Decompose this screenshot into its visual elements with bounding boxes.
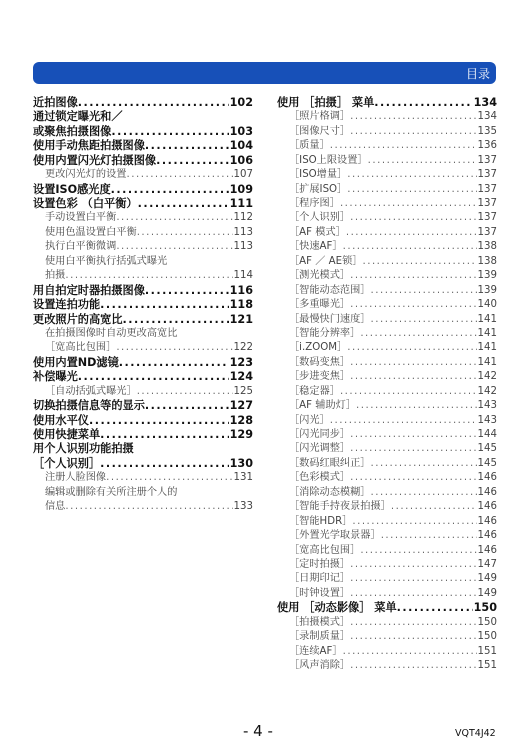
toc-entry[interactable]	[277, 630, 497, 644]
toc-page-number: 116	[229, 283, 253, 297]
toc-entry-label: 使用 ［拍摄］ 菜单	[277, 95, 375, 109]
toc-entry-label: 近拍图像	[33, 95, 78, 109]
toc-leader-dots	[350, 471, 476, 485]
toc-leader-dots	[65, 500, 232, 514]
toc-page-number: 118	[229, 298, 253, 312]
toc-entry-label: 使用手动焦距拍摄图像	[33, 139, 145, 153]
toc-entry-label: 用个人识别功能拍摄	[33, 442, 134, 456]
toc-page-number: 112	[233, 212, 253, 224]
toc-entry-label: 使用内置ND滤镜	[33, 355, 119, 369]
toc-page-number: 138	[477, 255, 497, 267]
toc-entry[interactable]	[33, 154, 253, 168]
toc-entry[interactable]	[277, 341, 497, 355]
toc-page-number: 131	[233, 472, 253, 484]
toc-entry-label: 使用快捷菜单	[33, 428, 101, 442]
toc-entry[interactable]	[277, 500, 497, 514]
toc-page-number: 130	[229, 456, 253, 470]
toc-entry[interactable]	[277, 183, 497, 197]
toc-entry-label: 注册人脸图像	[45, 472, 107, 484]
toc-leader-dots	[350, 211, 476, 225]
toc-page-number: 149	[477, 587, 497, 599]
toc-entry[interactable]	[33, 226, 253, 240]
toc-page-number: 137	[477, 226, 497, 238]
toc-entry-label: 更改照片的高宽比	[33, 312, 123, 326]
toc-entry-label: ［最慢快门速度］	[289, 313, 371, 325]
toc-entry-label: ［快速AF］	[289, 241, 343, 253]
toc-page-number: 139	[477, 270, 497, 282]
toc-leader-dots	[371, 486, 477, 500]
toc-leader-dots	[360, 327, 476, 341]
toc-entry[interactable]	[277, 255, 497, 269]
toc-entry-label: 执行白平衡微调	[45, 241, 117, 253]
toc-entry-label: ［个人识别］	[33, 456, 101, 470]
toc-leader-dots	[350, 630, 476, 644]
toc-leader-dots	[350, 659, 476, 673]
toc-page-number: 137	[477, 169, 497, 181]
toc-entry[interactable]	[33, 313, 253, 327]
toc-leader-dots	[78, 370, 229, 384]
toc-entry-label: 编辑或删除有关所注册个人的	[45, 486, 178, 498]
toc-leader-dots	[350, 572, 476, 586]
toc-page-number: 150	[473, 601, 497, 615]
toc-entry-label: ［ISO上限设置］	[289, 154, 368, 166]
toc-entry-label: ［日期印记］	[289, 573, 351, 585]
toc-entry-label: ［色彩模式］	[289, 472, 351, 484]
toc-leader-dots	[116, 240, 232, 254]
toc-entry[interactable]	[277, 443, 497, 457]
toc-leader-dots	[347, 183, 476, 197]
toc-entry-label: 信息	[45, 501, 66, 513]
toc-leader-dots	[350, 370, 476, 384]
toc-leader-dots	[156, 154, 229, 168]
toc-page-number: 103	[229, 124, 253, 138]
toc-page-number: 146	[477, 472, 497, 484]
toc-entry[interactable]	[277, 544, 497, 558]
toc-entry[interactable]	[277, 529, 497, 543]
toc-entry-label: ［闪光］	[289, 414, 330, 426]
toc-entry[interactable]	[277, 399, 497, 413]
toc-leader-dots	[145, 139, 229, 153]
toc-entry[interactable]	[33, 356, 253, 370]
toc-page-number: 143	[477, 400, 497, 412]
toc-entry[interactable]	[277, 486, 497, 500]
toc-page-number: 113	[233, 241, 253, 253]
toc-leader-dots	[100, 457, 229, 471]
toc-entry-label: ［i.ZOOM］	[289, 342, 348, 354]
toc-leader-dots	[350, 442, 476, 456]
toc-entry[interactable]	[277, 154, 497, 168]
toc-entry[interactable]	[277, 515, 497, 529]
toc-leader-dots	[116, 341, 232, 355]
toc-entry[interactable]	[33, 414, 253, 428]
toc-page-number: 141	[477, 327, 497, 339]
toc-entry[interactable]	[277, 356, 497, 370]
toc-entry-label: 通过锁定曝光和／	[33, 110, 123, 124]
toc-entry-label: 用自拍定时器拍摄图像	[33, 283, 145, 297]
toc-leader-dots	[397, 601, 473, 615]
toc-entry-label: ［拍摄模式］	[289, 616, 351, 628]
toc-page-number: 123	[229, 355, 253, 369]
toc-leader-dots	[123, 313, 229, 327]
toc-page-number: 142	[477, 385, 497, 397]
toc-page-number: 139	[477, 284, 497, 296]
toc-leader-dots	[350, 125, 476, 139]
toc-entry[interactable]	[277, 645, 497, 659]
toc-page-number: 145	[477, 457, 497, 469]
toc-page-number: 146	[477, 544, 497, 556]
toc-entry[interactable]	[277, 587, 497, 601]
toc-entry[interactable]	[277, 572, 497, 586]
toc-entry[interactable]	[277, 139, 497, 153]
toc-page-number: 137	[477, 212, 497, 224]
toc-entry[interactable]	[33, 341, 253, 355]
toc-entry-label: ［数码红眼纠正］	[289, 457, 371, 469]
toc-entry	[33, 110, 253, 124]
toc-entry-label: ［闪光调整］	[289, 443, 351, 455]
toc-page-number: 133	[233, 501, 253, 513]
toc-left-column	[33, 96, 253, 515]
toc-leader-dots	[145, 284, 229, 298]
toc-page-number: 111	[229, 197, 253, 211]
toc-entry[interactable]	[33, 399, 253, 413]
toc-leader-dots	[350, 269, 476, 283]
toc-leader-dots	[350, 558, 476, 572]
toc-page-number: 129	[229, 428, 253, 442]
toc-leader-dots	[137, 385, 233, 399]
toc-entry[interactable]	[277, 168, 497, 182]
toc-page-number: 147	[477, 558, 497, 570]
toc-right-column	[277, 96, 497, 674]
toc-entry[interactable]	[33, 471, 253, 485]
toc-leader-dots	[330, 414, 477, 428]
toc-entry-label: ［宽高比包围］	[45, 342, 117, 354]
toc-leader-dots	[368, 154, 477, 168]
toc-entry[interactable]	[277, 385, 497, 399]
toc-entry[interactable]	[33, 96, 253, 110]
toc-page-number: 151	[477, 660, 497, 672]
toc-entry[interactable]	[277, 370, 497, 384]
toc-entry-label: ［AF ／ AE锁］	[289, 255, 363, 267]
toc-page-number: 134	[473, 95, 497, 109]
toc-entry	[33, 486, 253, 500]
toc-entry	[33, 327, 253, 341]
toc-page-number: 150	[477, 616, 497, 628]
toc-header-bar	[33, 62, 496, 84]
toc-page-number: 145	[477, 443, 497, 455]
toc-leader-dots	[371, 313, 477, 327]
toc-leader-dots	[347, 341, 476, 355]
toc-entry-label: 设置ISO感光度	[33, 182, 111, 196]
toc-entry[interactable]	[277, 240, 497, 254]
toc-entry-label: 拍摄	[45, 270, 66, 282]
toc-leader-dots	[371, 284, 477, 298]
toc-entry-label: ［智能HDR］	[289, 515, 353, 527]
toc-entry-label: ［测光模式］	[289, 270, 351, 282]
toc-entry-label: 使用内置闪光灯拍摄图像	[33, 153, 157, 167]
toc-entry[interactable]	[277, 457, 497, 471]
toc-entry-label: 设置色彩 （白平衡）	[33, 197, 138, 211]
toc-entry[interactable]	[277, 110, 497, 124]
toc-entry[interactable]	[277, 616, 497, 630]
toc-leader-dots	[138, 197, 229, 211]
toc-leader-dots	[116, 211, 232, 225]
toc-entry-label: 使用水平仪	[33, 413, 89, 427]
toc-page-number: 138	[477, 241, 497, 253]
toc-leader-dots	[65, 269, 232, 283]
toc-entry-label: ［录制质量］	[289, 631, 351, 643]
toc-entry-label: 手动设置白平衡	[45, 212, 117, 224]
toc-leader-dots	[100, 428, 229, 442]
toc-page-number: 149	[477, 573, 497, 585]
toc-page-number: 150	[477, 631, 497, 643]
toc-leader-dots	[350, 428, 476, 442]
toc-entry[interactable]	[277, 471, 497, 485]
toc-entry[interactable]	[33, 500, 253, 514]
toc-leader-dots	[145, 399, 229, 413]
toc-entry-label: 使用 ［动态影像］ 菜单	[277, 601, 397, 615]
toc-entry-label: 使用白平衡执行括弧式曝光	[45, 255, 168, 267]
toc-page-number: 109	[229, 182, 253, 196]
toc-entry-label: ［智能分辨率］	[289, 327, 361, 339]
toc-entry-label: ［AF 辅助灯］	[289, 400, 357, 412]
toc-entry[interactable]	[277, 414, 497, 428]
toc-entry-label: 在拍摄图像时自动更改高宽比	[45, 327, 178, 339]
toc-page-number: 113	[233, 226, 253, 238]
toc-page-number: 151	[477, 645, 497, 657]
toc-entry[interactable]	[33, 370, 253, 384]
toc-entry	[33, 443, 253, 457]
toc-entry[interactable]	[33, 298, 253, 312]
toc-leader-dots	[360, 544, 476, 558]
toc-entry	[33, 255, 253, 269]
toc-entry-label: ［多重曝光］	[289, 299, 351, 311]
toc-page-number: 143	[477, 414, 497, 426]
page-number: - 4 -	[243, 722, 273, 740]
toc-leader-dots	[119, 356, 229, 370]
toc-entry[interactable]	[33, 457, 253, 471]
toc-page-number: 146	[477, 530, 497, 542]
toc-entry-label: ［时钟设置］	[289, 587, 351, 599]
toc-page-number: 137	[477, 154, 497, 166]
toc-entry[interactable]	[277, 601, 497, 615]
toc-leader-dots	[350, 616, 476, 630]
toc-entry-label: ［消除动态模糊］	[289, 486, 371, 498]
toc-leader-dots	[381, 529, 477, 543]
toc-leader-dots	[352, 515, 476, 529]
toc-page-number: 125	[233, 385, 253, 397]
toc-entry-label: ［宽高比包围］	[289, 544, 361, 556]
toc-entry[interactable]	[277, 284, 497, 298]
toc-entry[interactable]	[33, 139, 253, 153]
toc-page-number: 136	[477, 140, 497, 152]
toc-title: 目录	[465, 67, 490, 81]
toc-leader-dots	[330, 139, 477, 153]
toc-page-number: 141	[477, 356, 497, 368]
toc-entry-label: ［照片格调］	[289, 111, 351, 123]
toc-page-number: 107	[233, 169, 253, 181]
toc-page-number: 140	[477, 299, 497, 311]
toc-leader-dots	[346, 226, 477, 240]
toc-page-number: 128	[229, 413, 253, 427]
toc-page-number: 141	[477, 313, 497, 325]
toc-entry-label: ［AF 模式］	[289, 226, 346, 238]
toc-entry-label: ［程序图］	[289, 198, 340, 210]
toc-entry[interactable]	[277, 298, 497, 312]
toc-entry[interactable]	[277, 212, 497, 226]
toc-entry[interactable]	[277, 125, 497, 139]
toc-entry-label: ［数码变焦］	[289, 356, 351, 368]
toc-leader-dots	[127, 168, 233, 182]
toc-entry[interactable]	[277, 428, 497, 442]
toc-leader-dots	[111, 125, 228, 139]
toc-page-number: 134	[477, 111, 497, 123]
toc-entry-label: 使用色温设置白平衡	[45, 226, 137, 238]
toc-page-number: 135	[477, 125, 497, 137]
toc-page-number: 144	[477, 429, 497, 441]
toc-entry-label: 设置连拍功能	[33, 298, 101, 312]
toc-entry-label: ［自动括弧式曝光］	[45, 385, 137, 397]
toc-leader-dots	[362, 255, 476, 269]
toc-leader-dots	[343, 645, 477, 659]
toc-entry-label: ［风声消除］	[289, 660, 351, 672]
toc-entry-label: ［外置光学取景器］	[289, 530, 381, 542]
toc-leader-dots	[350, 110, 476, 124]
toc-leader-dots	[89, 414, 229, 428]
toc-page-number: 124	[229, 370, 253, 384]
toc-leader-dots	[137, 226, 233, 240]
toc-page-number: 114	[233, 270, 253, 282]
toc-entry-label: 切换拍摄信息等的显示	[33, 399, 145, 413]
toc-leader-dots	[100, 298, 229, 312]
toc-page-number: 146	[477, 501, 497, 513]
toc-entry[interactable]	[277, 313, 497, 327]
toc-leader-dots	[106, 471, 232, 485]
toc-leader-dots	[347, 168, 476, 182]
toc-entry-label: ［智能手持夜景拍摄］	[289, 501, 391, 513]
toc-page-number: 146	[477, 515, 497, 527]
toc-entry[interactable]	[277, 269, 497, 283]
toc-leader-dots	[350, 587, 476, 601]
toc-entry-label: ［闪光同步］	[289, 429, 351, 441]
toc-entry-label: ［智能动态范围］	[289, 284, 371, 296]
toc-entry-label: ［扩展ISO］	[289, 183, 348, 195]
toc-entry[interactable]	[277, 96, 497, 110]
toc-page-number: 146	[477, 486, 497, 498]
toc-entry[interactable]	[33, 125, 253, 139]
toc-leader-dots	[111, 183, 229, 197]
toc-entry[interactable]	[33, 385, 253, 399]
toc-page-number: 121	[229, 312, 253, 326]
toc-entry[interactable]	[33, 197, 253, 211]
toc-entry-label: ［定时拍摄］	[289, 558, 351, 570]
toc-entry[interactable]	[277, 197, 497, 211]
toc-leader-dots	[391, 500, 477, 514]
toc-entry[interactable]	[277, 327, 497, 341]
toc-entry[interactable]	[277, 226, 497, 240]
toc-entry-label: ［图像尺寸］	[289, 125, 351, 137]
toc-entry-label: ［连续AF］	[289, 645, 343, 657]
toc-entry-label: ［步进变焦］	[289, 371, 351, 383]
toc-entry[interactable]	[277, 659, 497, 673]
toc-entry[interactable]	[277, 558, 497, 572]
toc-page-number: 122	[233, 342, 253, 354]
toc-page-number: 127	[229, 399, 253, 413]
toc-entry-label: 更改闪光灯的设置	[45, 169, 127, 181]
toc-entry[interactable]	[33, 284, 253, 298]
toc-leader-dots	[350, 298, 476, 312]
toc-leader-dots	[350, 356, 476, 370]
toc-leader-dots	[340, 197, 477, 211]
toc-leader-dots	[343, 240, 477, 254]
toc-page-number: 137	[477, 183, 497, 195]
toc-page-number: 142	[477, 371, 497, 383]
toc-entry-label: 或聚焦拍摄图像	[33, 124, 112, 138]
toc-page-number: 141	[477, 342, 497, 354]
toc-entry-label: ［稳定器］	[289, 385, 340, 397]
toc-entry-label: ［质量］	[289, 140, 330, 152]
toc-page-number: 102	[229, 95, 253, 109]
model-code: VQT4J42	[455, 728, 496, 739]
toc-entry[interactable]	[33, 240, 253, 254]
toc-leader-dots	[78, 96, 229, 110]
toc-page-number: 137	[477, 198, 497, 210]
toc-entry[interactable]	[33, 428, 253, 442]
toc-page-number: 106	[229, 153, 253, 167]
toc-leader-dots	[356, 399, 477, 413]
toc-entry-label: ［个人识别］	[289, 212, 351, 224]
toc-leader-dots	[340, 385, 477, 399]
toc-leader-dots	[374, 96, 472, 110]
toc-entry-label: 补偿曝光	[33, 370, 78, 384]
toc-entry[interactable]	[33, 168, 253, 182]
toc-entry[interactable]	[33, 183, 253, 197]
toc-leader-dots	[371, 457, 477, 471]
toc-entry[interactable]	[33, 269, 253, 283]
toc-entry-label: ［ISO增量］	[289, 169, 348, 181]
toc-entry[interactable]	[33, 212, 253, 226]
toc-page-number: 104	[229, 139, 253, 153]
